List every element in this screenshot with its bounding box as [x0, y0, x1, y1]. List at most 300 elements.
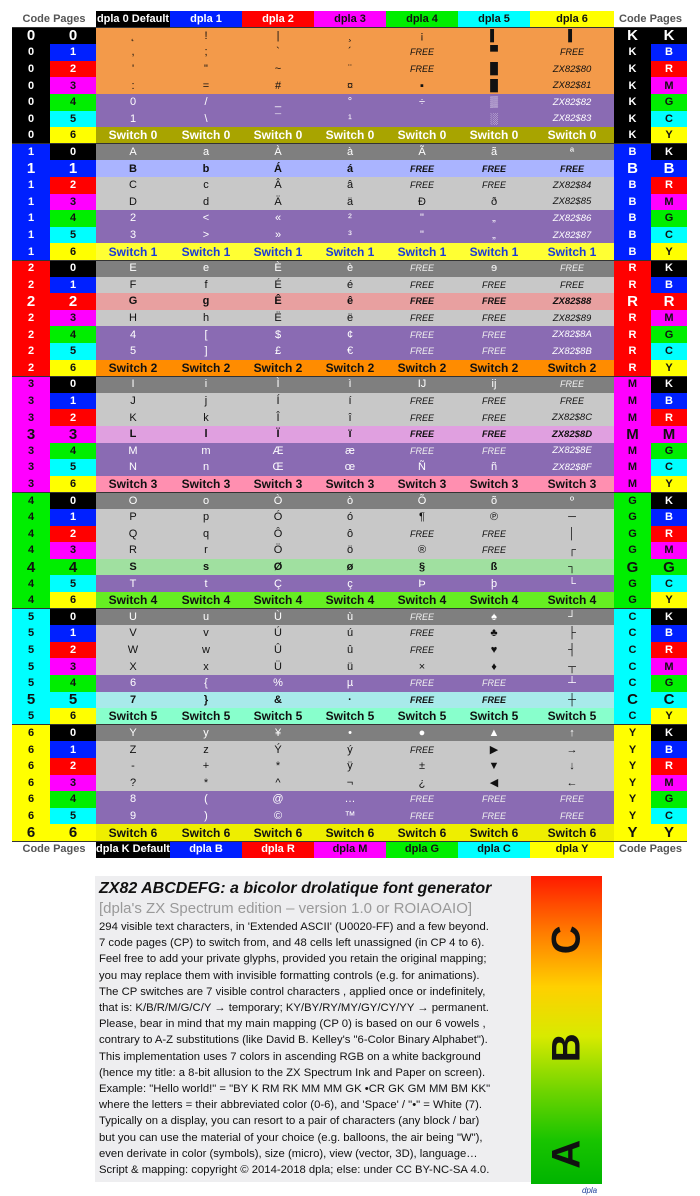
left-page-digit: 5 [12, 609, 50, 626]
glyph-cell: ¿ [386, 775, 458, 792]
glyph-cell: Y [96, 725, 170, 742]
glyph-cell: ↓ [530, 758, 614, 775]
glyph-cell: ! [170, 28, 242, 45]
glyph-cell: S [96, 559, 170, 576]
glyph-cell: FREE [386, 426, 458, 443]
glyph-cell: Ó [242, 509, 314, 526]
glyph-cell: ij [458, 376, 530, 393]
left-page-digit: 6 [12, 725, 50, 742]
glyph-cell: ó [314, 509, 386, 526]
glyph-cell: à [314, 144, 386, 161]
glyph-cell: ô [314, 526, 386, 543]
page-separator [12, 724, 687, 725]
glyph-cell: h [170, 310, 242, 327]
left-sub-digit: 3 [50, 310, 96, 327]
left-page-digit: 4 [12, 492, 50, 509]
left-sub-digit: 4 [50, 326, 96, 343]
glyph-cell: FREE [458, 542, 530, 559]
glyph-cell: P [96, 509, 170, 526]
glyph-cell: o [170, 492, 242, 509]
right-page-letter: M [614, 443, 651, 460]
glyph-cell: ┼ [530, 692, 614, 709]
left-page-digit: 3 [12, 393, 50, 410]
left-sub-digit: 6 [50, 824, 96, 841]
right-sub-letter: K [651, 492, 687, 509]
glyph-cell: ┘ [530, 609, 614, 626]
glyph-cell: Ò [242, 492, 314, 509]
glyph-cell: FREE [530, 160, 614, 177]
right-page-letter: K [614, 94, 651, 111]
left-sub-digit: 2 [50, 526, 96, 543]
glyph-cell: ℗ [458, 509, 530, 526]
left-sub-digit: 5 [50, 575, 96, 592]
right-sub-letter: K [651, 376, 687, 393]
right-page-letter: B [614, 227, 651, 244]
glyph-cell: g [170, 293, 242, 310]
left-page-digit: 2 [12, 343, 50, 360]
switch-cell: Switch 6 [386, 824, 458, 841]
glyph-cell: ® [386, 542, 458, 559]
switch-cell: Switch 4 [314, 592, 386, 609]
glyph-cell: FREE [386, 409, 458, 426]
glyph-cell: FREE [458, 310, 530, 327]
left-page-digit: 1 [12, 194, 50, 211]
right-page-letter: C [614, 675, 651, 692]
doc-line: Example: "Hello world!" = "BY K RM RK MM MM GK •CR GK GM MM BM KK" [99, 1083, 491, 1095]
switch-cell: Switch 6 [242, 824, 314, 841]
glyph-cell: FREE [458, 426, 530, 443]
credit-text: dpla [582, 1186, 598, 1195]
glyph-cell: | [242, 28, 314, 45]
glyph-cell: ├ [530, 625, 614, 642]
glyph-cell: i [170, 376, 242, 393]
glyph-cell: { [170, 675, 242, 692]
left-page-digit: 0 [12, 77, 50, 94]
glyph-cell: â [314, 177, 386, 194]
left-page-digit: 5 [12, 625, 50, 642]
right-sub-letter: R [651, 758, 687, 775]
right-page-letter: K [614, 77, 651, 94]
glyph-cell: ³ [314, 227, 386, 244]
glyph-cell: FREE [386, 393, 458, 410]
glyph-cell: ã [458, 144, 530, 161]
glyph-cell: b [170, 160, 242, 177]
glyph-cell: ↑ [530, 725, 614, 742]
doc-line: that is: K/B/R/M/G/C/Y → temporary; KY/BY/RY/MY/GY/CY/YY → permanent. [99, 1002, 489, 1014]
right-sub-letter: R [651, 177, 687, 194]
glyph-cell: ë [314, 310, 386, 327]
footer-col-1: dpla B [170, 841, 242, 858]
glyph-cell: d [170, 194, 242, 211]
glyph-cell: Ä [242, 194, 314, 211]
left-page-digit: 4 [12, 575, 50, 592]
glyph-cell: ♠ [458, 609, 530, 626]
page-separator [12, 260, 687, 261]
glyph-cell: z [170, 741, 242, 758]
glyph-cell: Á [242, 160, 314, 177]
footer-col-0: dpla K Default [96, 841, 170, 858]
glyph-cell: ▶ [458, 741, 530, 758]
left-page-digit: 6 [12, 824, 50, 841]
glyph-cell: ZX82$88 [530, 293, 614, 310]
glyph-cell: FREE [458, 343, 530, 360]
glyph-cell: ï [314, 426, 386, 443]
glyph-cell: O [96, 492, 170, 509]
glyph-cell: ¤ [314, 77, 386, 94]
glyph-cell: õ [458, 492, 530, 509]
glyph-cell: ° [314, 94, 386, 111]
glyph-cell: FREE [458, 526, 530, 543]
glyph-cell: FREE [386, 61, 458, 78]
left-sub-digit: 3 [50, 426, 96, 443]
left-sub-digit: 6 [50, 592, 96, 609]
glyph-cell: œ [314, 459, 386, 476]
switch-cell: Switch 6 [314, 824, 386, 841]
glyph-cell: ì [314, 376, 386, 393]
left-sub-digit: 6 [50, 127, 96, 144]
left-sub-digit: 5 [50, 343, 96, 360]
left-page-digit: 0 [12, 28, 50, 45]
right-page-letter: C [614, 692, 651, 709]
glyph-cell: FREE [386, 526, 458, 543]
glyph-cell: > [170, 227, 242, 244]
glyph-cell: Ý [242, 741, 314, 758]
glyph-cell: ZX82$82 [530, 94, 614, 111]
right-sub-letter: B [651, 741, 687, 758]
switch-cell: Switch 5 [386, 708, 458, 725]
glyph-cell: ♥ [458, 642, 530, 659]
glyph-cell: H [96, 310, 170, 327]
left-sub-digit: 5 [50, 227, 96, 244]
left-sub-digit: 6 [50, 360, 96, 377]
glyph-cell: FREE [386, 293, 458, 310]
left-page-digit: 4 [12, 526, 50, 543]
left-sub-digit: 0 [50, 28, 96, 45]
glyph-cell: ÿ [314, 758, 386, 775]
right-sub-letter: G [651, 559, 687, 576]
right-sub-letter: B [651, 393, 687, 410]
glyph-cell: ▼ [458, 758, 530, 775]
right-page-letter: B [614, 144, 651, 161]
glyph-cell: p [170, 509, 242, 526]
glyph-cell: ▀ [458, 44, 530, 61]
left-sub-digit: 1 [50, 393, 96, 410]
glyph-cell: FREE [458, 675, 530, 692]
left-sub-digit: 4 [50, 559, 96, 576]
left-sub-digit: 3 [50, 775, 96, 792]
left-sub-digit: 5 [50, 808, 96, 825]
switch-cell: Switch 3 [242, 476, 314, 493]
right-sub-letter: K [651, 609, 687, 626]
glyph-cell: Þ [386, 575, 458, 592]
glyph-cell: E [96, 260, 170, 277]
switch-cell: Switch 2 [242, 360, 314, 377]
left-sub-digit: 1 [50, 160, 96, 177]
left-sub-digit: 3 [50, 77, 96, 94]
left-page-digit: 6 [12, 741, 50, 758]
glyph-cell: └ [530, 575, 614, 592]
header-col-3: dpla 3 [314, 11, 386, 28]
glyph-cell: ◀ [458, 775, 530, 792]
glyph-cell: ] [170, 343, 242, 360]
right-page-letter: B [614, 243, 651, 260]
glyph-cell: ü [314, 658, 386, 675]
right-page-letter: Y [614, 725, 651, 742]
glyph-cell: 6 [96, 675, 170, 692]
right-sub-letter: M [651, 426, 687, 443]
switch-cell: Switch 5 [458, 708, 530, 725]
glyph-cell: FREE [530, 376, 614, 393]
left-sub-digit: 4 [50, 443, 96, 460]
abc-letters: A B C [544, 891, 588, 1169]
left-sub-digit: 5 [50, 111, 96, 128]
footer-right-title: Code Pages [619, 843, 682, 856]
right-sub-letter: K [651, 28, 687, 45]
glyph-cell: FREE [530, 791, 614, 808]
left-sub-digit: 1 [50, 509, 96, 526]
doc-line: 7 code pages (CP) to switch from, and 48 cells left unassigned (in CP 4 to 6). [99, 937, 485, 950]
glyph-cell: ┤ [530, 642, 614, 659]
right-page-letter: R [614, 293, 651, 310]
glyph-cell: W [96, 642, 170, 659]
glyph-cell: FREE [386, 642, 458, 659]
glyph-cell: „ [458, 210, 530, 227]
glyph-cell: FREE [386, 44, 458, 61]
switch-cell: Switch 2 [386, 360, 458, 377]
switch-cell: Switch 2 [96, 360, 170, 377]
glyph-cell: î [314, 409, 386, 426]
switch-cell: Switch 0 [530, 127, 614, 144]
glyph-cell: ɘ [458, 260, 530, 277]
glyph-cell: È [242, 260, 314, 277]
glyph-cell: ù [314, 609, 386, 626]
right-sub-letter: C [651, 459, 687, 476]
glyph-cell: ' [96, 61, 170, 78]
right-sub-letter: M [651, 658, 687, 675]
glyph-cell: % [242, 675, 314, 692]
glyph-cell: Õ [386, 492, 458, 509]
glyph-cell: FREE [458, 177, 530, 194]
glyph-cell: ← [530, 775, 614, 792]
doc-line: The CP switches are 7 visible control characters , applied once or indefinitely, [99, 985, 486, 998]
glyph-cell: FREE [530, 393, 614, 410]
glyph-cell: y [170, 725, 242, 742]
glyph-cell: ´ [314, 44, 386, 61]
right-sub-letter: R [651, 293, 687, 310]
glyph-cell: " [386, 210, 458, 227]
switch-cell: Switch 3 [314, 476, 386, 493]
glyph-cell: ┌ [530, 542, 614, 559]
glyph-cell: ┐ [530, 559, 614, 576]
glyph-cell: m [170, 443, 242, 460]
glyph-cell: Ô [242, 526, 314, 543]
glyph-cell: L [96, 426, 170, 443]
left-page-digit: 2 [12, 277, 50, 294]
left-sub-digit: 0 [50, 376, 96, 393]
switch-cell: Switch 3 [96, 476, 170, 493]
left-page-digit: 2 [12, 293, 50, 310]
glyph-cell: À [242, 144, 314, 161]
doc-line: even derivate in color (symbols), size (micro), view (vector, 3D), language… [99, 1147, 478, 1160]
right-sub-letter: G [651, 791, 687, 808]
glyph-cell: FREE [386, 443, 458, 460]
glyph-cell: FREE [458, 160, 530, 177]
glyph-cell: ¹ [314, 111, 386, 128]
glyph-cell: é [314, 277, 386, 294]
left-page-digit: 1 [12, 243, 50, 260]
glyph-cell: T [96, 575, 170, 592]
glyph-cell: ö [314, 542, 386, 559]
glyph-cell: ZX82$85 [530, 194, 614, 211]
glyph-cell: ¡ [386, 28, 458, 45]
glyph-cell: ˛ [96, 28, 170, 45]
right-sub-letter: R [651, 526, 687, 543]
right-sub-letter: C [651, 227, 687, 244]
description-panel [95, 876, 601, 1182]
glyph-cell: : [96, 77, 170, 94]
glyph-cell: & [242, 692, 314, 709]
right-page-letter: C [614, 658, 651, 675]
glyph-cell: è [314, 260, 386, 277]
glyph-cell: ( [170, 791, 242, 808]
glyph-cell: · [314, 692, 386, 709]
left-page-digit: 1 [12, 160, 50, 177]
right-page-letter: G [614, 559, 651, 576]
page-separator [12, 376, 687, 377]
glyph-cell: K [96, 409, 170, 426]
right-page-letter: B [614, 194, 651, 211]
glyph-cell: „ [458, 227, 530, 244]
header-right-title: Code Pages [619, 13, 682, 26]
glyph-cell: ¥ [242, 725, 314, 742]
glyph-cell: FREE [530, 808, 614, 825]
glyph-cell: , [96, 44, 170, 61]
glyph-cell: ± [386, 758, 458, 775]
glyph-cell: ý [314, 741, 386, 758]
doc-line: you may replace them with invisible formatting controls (e.g. for animations). [99, 969, 480, 982]
glyph-cell: ZX82$8F [530, 459, 614, 476]
right-sub-letter: Y [651, 592, 687, 609]
glyph-cell: k [170, 409, 242, 426]
switch-cell: Switch 0 [458, 127, 530, 144]
glyph-cell: á [314, 160, 386, 177]
glyph-cell: G [96, 293, 170, 310]
left-page-digit: 3 [12, 376, 50, 393]
glyph-cell: 2 [96, 210, 170, 227]
glyph-cell: ¨ [314, 61, 386, 78]
right-page-letter: G [614, 492, 651, 509]
right-page-letter: G [614, 575, 651, 592]
switch-cell: Switch 4 [458, 592, 530, 609]
glyph-cell: ñ [458, 459, 530, 476]
glyph-cell: } [170, 692, 242, 709]
glyph-cell: Ú [242, 625, 314, 642]
glyph-cell: → [530, 741, 614, 758]
glyph-cell: C [96, 177, 170, 194]
switch-cell: Switch 5 [242, 708, 314, 725]
right-sub-letter: C [651, 343, 687, 360]
glyph-cell: ™ [314, 808, 386, 825]
glyph-cell: I [96, 376, 170, 393]
glyph-cell: = [170, 77, 242, 94]
switch-cell: Switch 1 [242, 243, 314, 260]
glyph-cell: ? [96, 775, 170, 792]
abc-gradient-bar [531, 876, 602, 1184]
doc-line: but you can use the material of your choice (e.g. balloons, the air being "W"), [99, 1131, 483, 1144]
glyph-cell: ò [314, 492, 386, 509]
glyph-cell: FREE [386, 675, 458, 692]
footer-col-6: dpla Y [530, 841, 614, 858]
glyph-cell: e [170, 260, 242, 277]
glyph-cell: ZX82$87 [530, 227, 614, 244]
left-sub-digit: 5 [50, 692, 96, 709]
glyph-cell: Í [242, 393, 314, 410]
left-sub-digit: 3 [50, 542, 96, 559]
doc-line: Script & mapping: copyright © 2014-2018 dpla; else: under CC BY-NC-SA 4.0. [99, 1164, 490, 1176]
glyph-cell: FREE [458, 277, 530, 294]
doc-line: Please, bear in mind that my main mapping (CP 0) is based on our 6 vowels , [99, 1018, 486, 1031]
glyph-cell: » [242, 227, 314, 244]
glyph-cell: FREE [458, 393, 530, 410]
left-sub-digit: 1 [50, 277, 96, 294]
glyph-cell: ) [170, 808, 242, 825]
glyph-cell: Ñ [386, 459, 458, 476]
glyph-cell: Ø [242, 559, 314, 576]
glyph-cell: 9 [96, 808, 170, 825]
left-sub-digit: 4 [50, 210, 96, 227]
right-page-letter: M [614, 426, 651, 443]
left-page-digit: 4 [12, 559, 50, 576]
right-sub-letter: C [651, 575, 687, 592]
glyph-cell: V [96, 625, 170, 642]
glyph-cell: µ [314, 675, 386, 692]
glyph-cell: ~ [242, 61, 314, 78]
glyph-cell: v [170, 625, 242, 642]
glyph-cell: FREE [530, 44, 614, 61]
glyph-cell: 7 [96, 692, 170, 709]
left-page-digit: 0 [12, 94, 50, 111]
left-page-digit: 0 [12, 44, 50, 61]
left-sub-digit: 0 [50, 492, 96, 509]
right-page-letter: R [614, 360, 651, 377]
header-col-2: dpla 2 [242, 11, 314, 28]
switch-cell: Switch 3 [170, 476, 242, 493]
glyph-cell: ZX82$8A [530, 326, 614, 343]
right-sub-letter: G [651, 94, 687, 111]
doc-title: ZX82 ABCDEFG: a bicolor drolatique font generator [99, 880, 492, 897]
switch-cell: Switch 1 [386, 243, 458, 260]
glyph-cell: ▒ [458, 94, 530, 111]
left-sub-digit: 1 [50, 625, 96, 642]
glyph-cell: FREE [386, 177, 458, 194]
right-sub-letter: B [651, 625, 687, 642]
glyph-cell: FREE [530, 260, 614, 277]
glyph-cell: FREE [458, 443, 530, 460]
switch-cell: Switch 5 [96, 708, 170, 725]
glyph-cell: ; [170, 44, 242, 61]
left-sub-digit: 2 [50, 758, 96, 775]
glyph-cell: FREE [386, 310, 458, 327]
switch-cell: Switch 4 [242, 592, 314, 609]
glyph-cell: │ [530, 526, 614, 543]
left-sub-digit: 0 [50, 609, 96, 626]
left-page-digit: 1 [12, 144, 50, 161]
glyph-cell: j [170, 393, 242, 410]
right-page-letter: M [614, 376, 651, 393]
switch-cell: Switch 2 [458, 360, 530, 377]
glyph-cell: 1 [96, 111, 170, 128]
glyph-cell: ▌ [458, 28, 530, 45]
